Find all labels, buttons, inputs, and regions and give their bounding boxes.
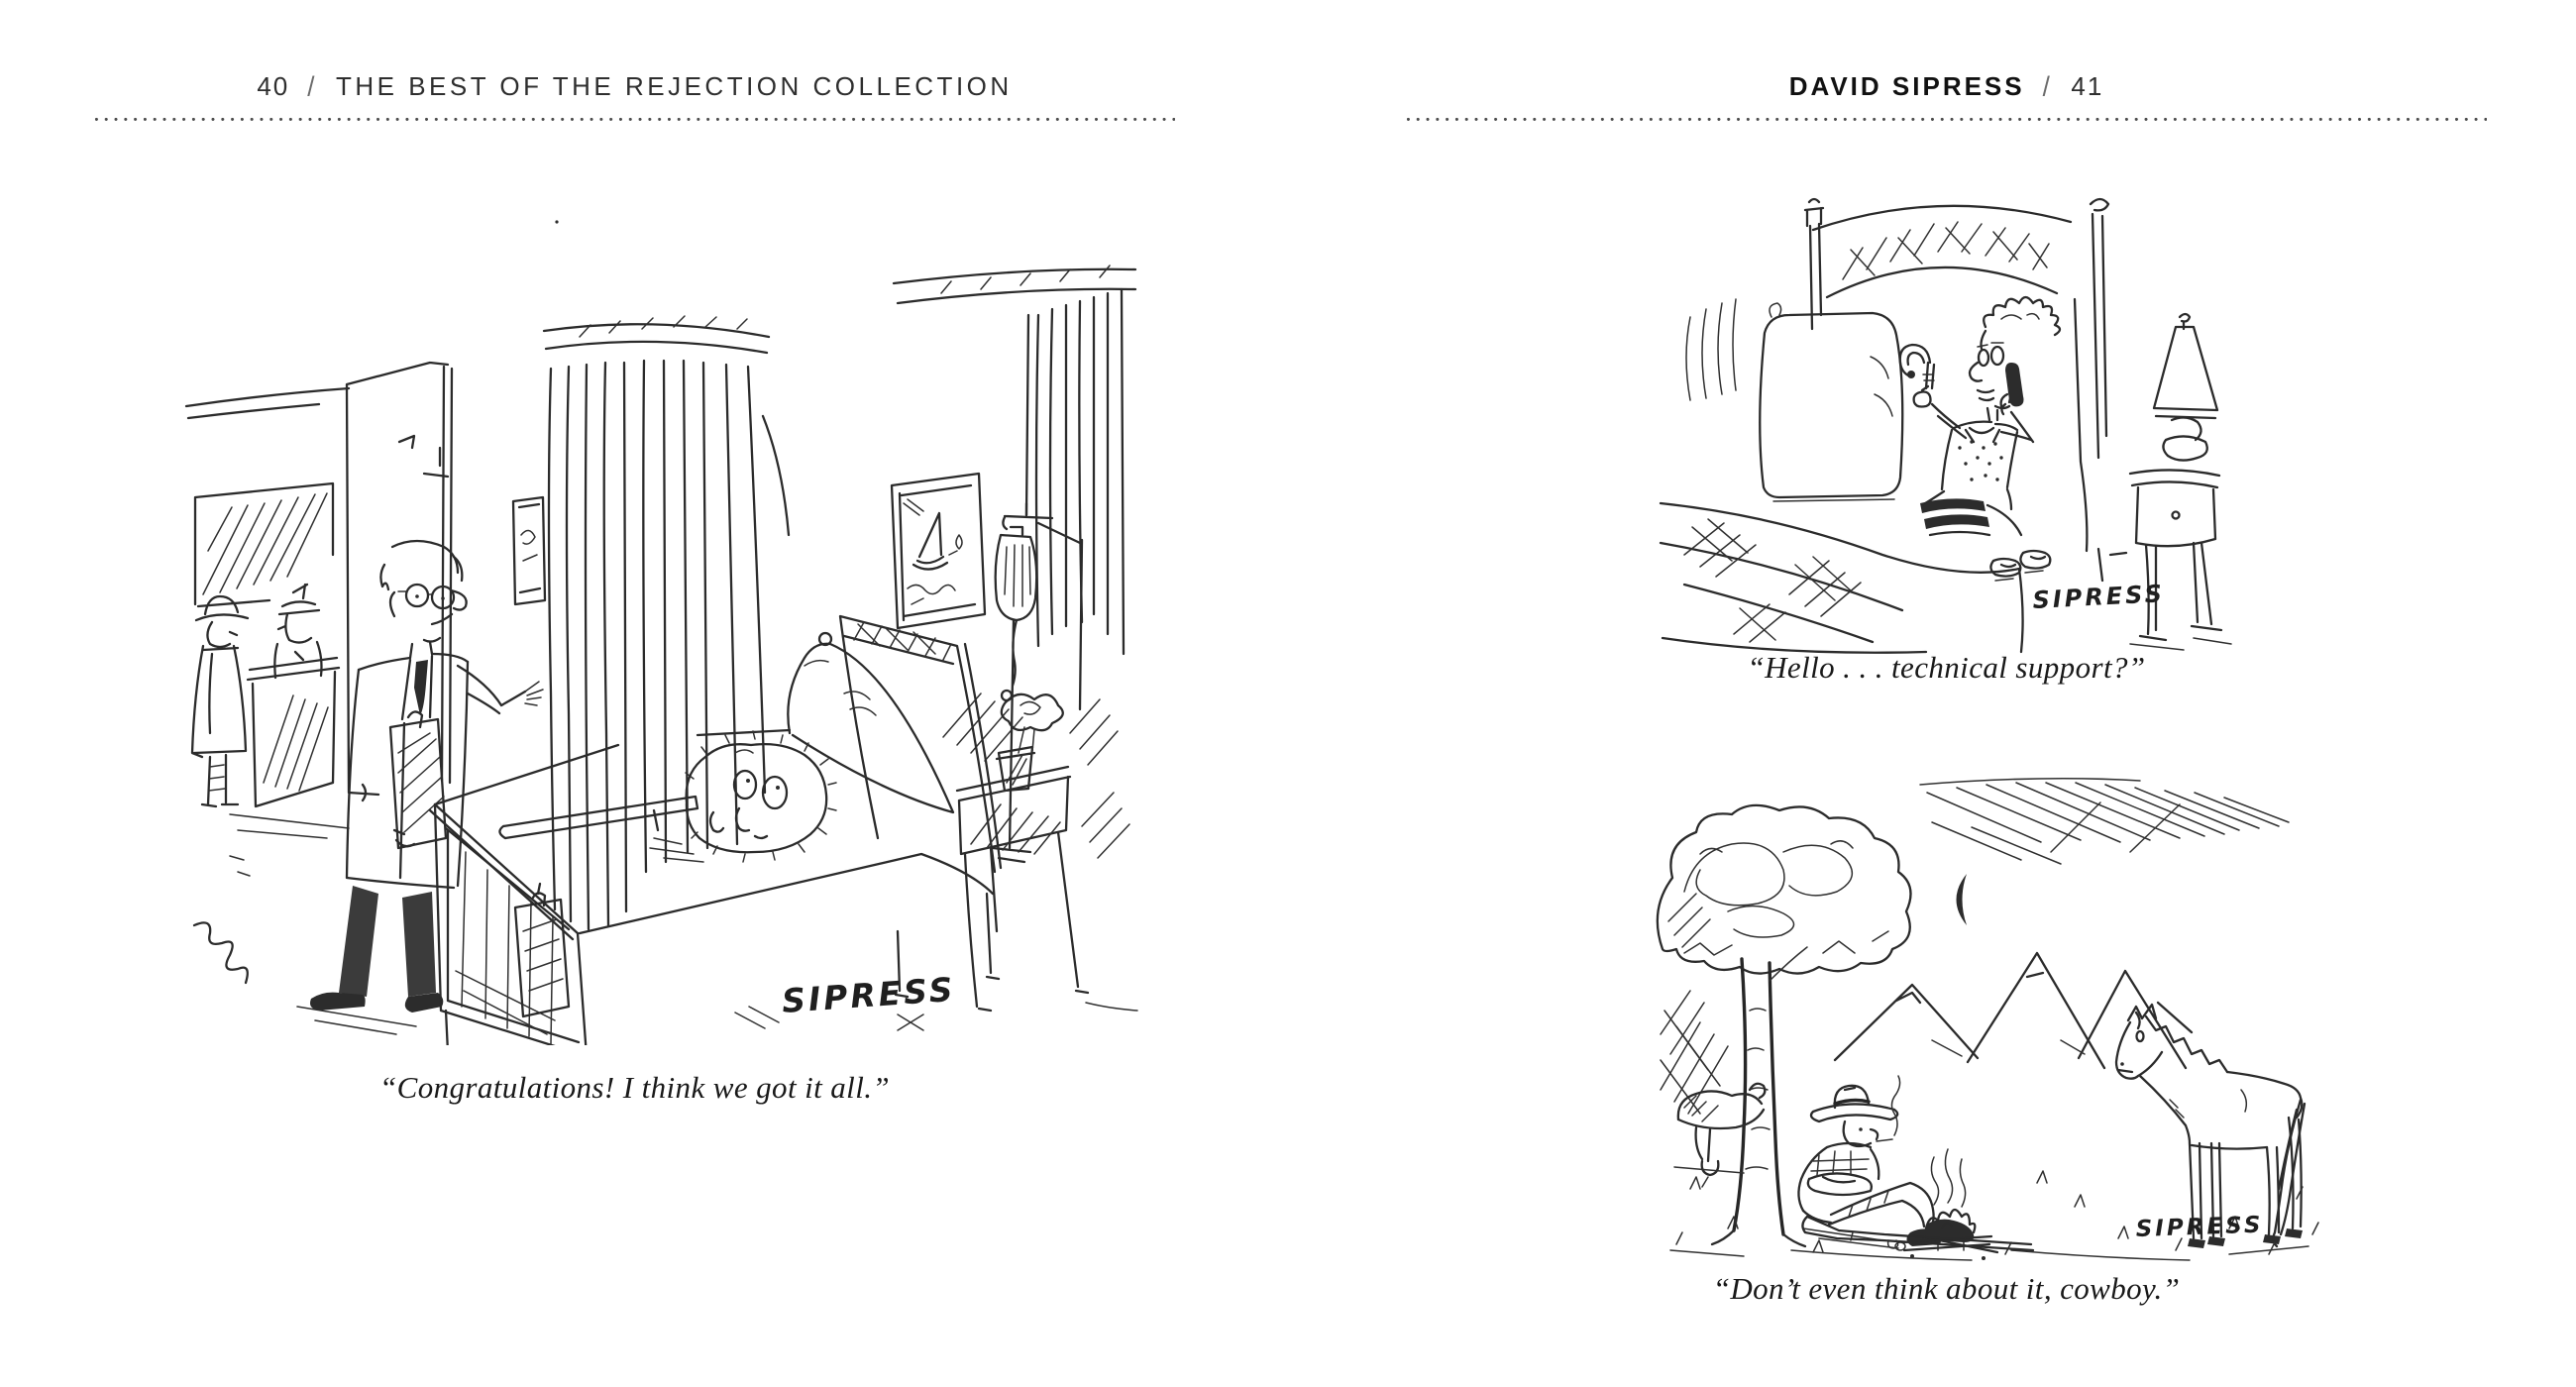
night-sky-hatching [1920,779,2289,864]
pillow [788,633,953,812]
headboard-arch [1805,199,2108,458]
artist-signature: SIPRESS [2031,580,2166,614]
cartoon-hospital-hairball [139,183,1139,1045]
doctor-tie [414,660,428,715]
horse [2116,1005,2305,1248]
cartoon-caption: “Don’t even think about it, cowboy.” [1712,1271,2181,1306]
artist-signature: SIPRESS [780,969,957,1020]
left-page-number: 40 [257,70,290,101]
hallway-through-door [186,388,349,838]
doctor-clipboard [390,711,446,848]
nightstand-with-flowers [957,694,1088,1011]
small-wall-picture [513,497,545,604]
artist-signature: SIPRESS [2135,1212,2264,1242]
cartoon-caption: “Hello . . . technical support?” [1747,650,2146,685]
pillow [1686,299,1902,501]
sailboat-picture [892,474,985,628]
doctor-shoes [310,993,443,1013]
right-header-slash: / [2042,69,2054,102]
bed-frame-leg [2075,299,2126,581]
polka-dots [1958,440,2002,480]
right-dotted-rule [1406,117,2487,122]
open-door [347,363,452,795]
doctor-trousers [339,886,436,997]
left-header-slash: / [307,69,318,102]
author-name: DAVID SIPRESS [1788,70,2025,101]
reception-desk [248,658,339,806]
blanket-band [1920,498,1989,529]
crescent-moon [1957,874,1968,925]
woman-on-phone [1900,297,2060,535]
curtain [544,220,789,929]
visitor-figure [192,596,248,806]
right-running-head [1406,69,2487,103]
left-running-head [94,69,1175,103]
blanket [1661,503,2023,653]
right-page-number: 41 [2071,70,2104,101]
hairball-patient [650,731,836,862]
hall-floor-lines [230,814,349,838]
cartoon-caption: “Congratulations! I think we got it all.” [378,1070,891,1105]
hook-object [1900,345,1934,388]
cartoon-bed-phone [1635,188,2294,659]
cartoon-cowboy-horse [1645,775,2328,1262]
floor-marks [194,856,1137,1045]
book-title: THE BEST OF THE REJECTION COLLECTION [335,70,1013,101]
telephone [2005,363,2024,406]
left-dotted-rule [94,117,1175,122]
doctor-hand [525,682,543,705]
bed-chart [515,884,569,1016]
